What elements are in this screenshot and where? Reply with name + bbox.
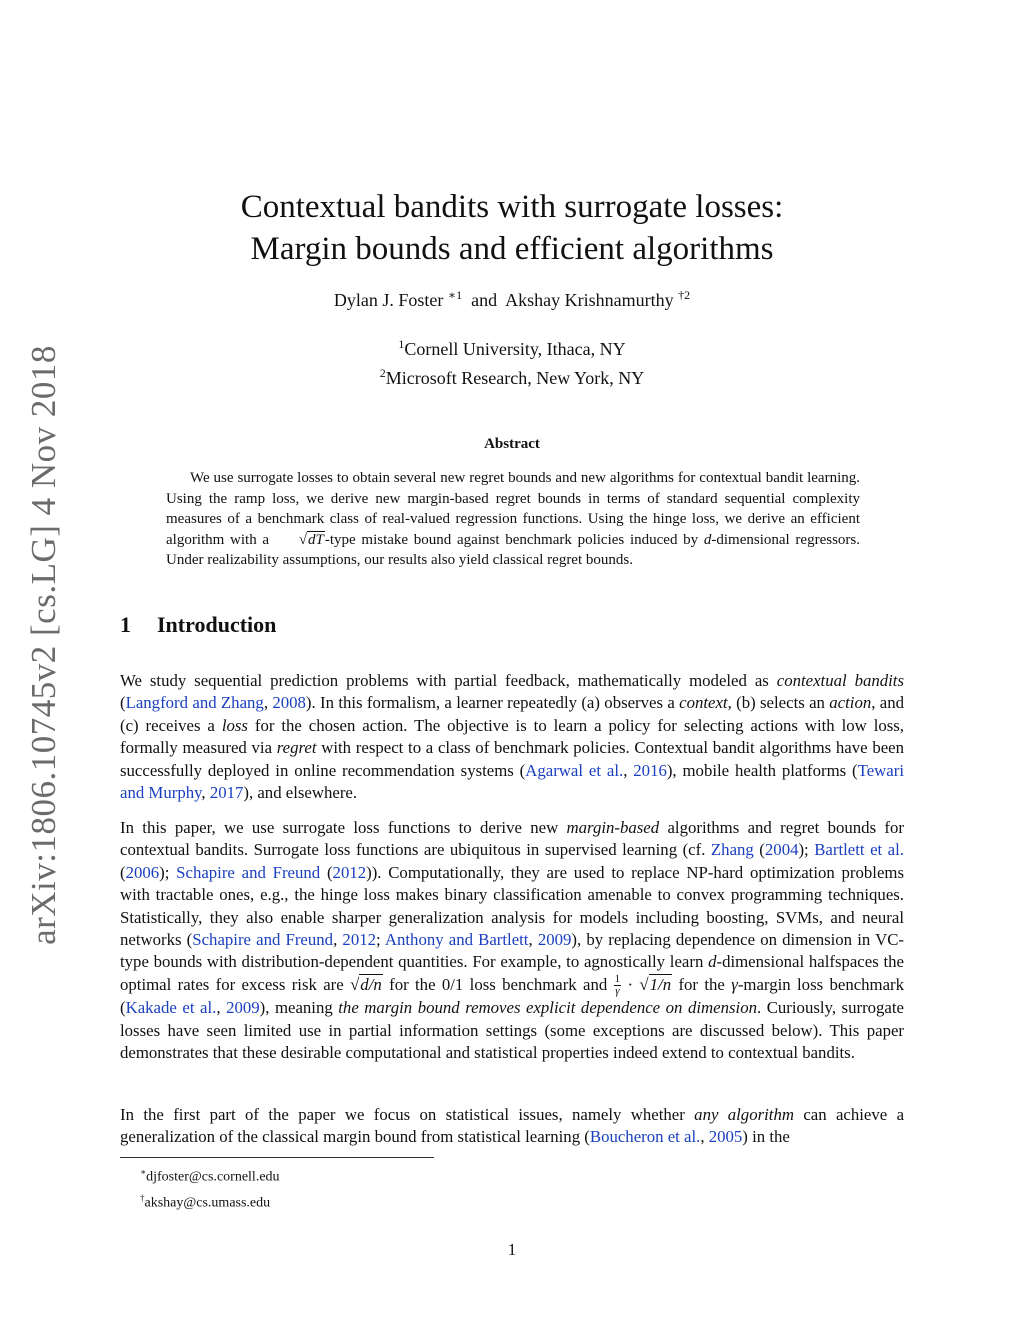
author-list — [0, 288, 1024, 311]
paragraph-text: for the — [382, 974, 442, 994]
sqrt-symbol: √ — [350, 974, 360, 994]
paragraph-text: ), meaning — [259, 998, 339, 1018]
arxiv-identifier-stamp: arXiv:1806.10745v2 [cs.LG] 4 Nov 2018 — [24, 345, 63, 945]
intro-paragraph-1 — [120, 670, 904, 804]
affiliations — [0, 332, 1024, 390]
affiliation-1-text: Cornell University, Ithaca, NY — [404, 339, 626, 359]
author-2-mark: †2 — [678, 288, 691, 302]
affiliation-2 — [0, 361, 1024, 390]
citation-link[interactable]: Tewari and Murphy — [120, 760, 904, 803]
paragraph-text: ), by replacing dependence on dimension in VC-type bounds with distribution-dependent quantities. For example, to agnostically learn — [120, 930, 905, 972]
footnote-1-mark: ∗ — [140, 1167, 147, 1177]
citation-year-link[interactable]: 2016 — [633, 760, 667, 780]
paragraph-text: -dimensional halfspaces the optimal rates for excess risk are — [120, 952, 904, 994]
paragraph-text: , — [333, 930, 343, 950]
citation-link[interactable]: Schapire and Freund — [176, 862, 321, 882]
citation-link[interactable]: Zhang — [710, 840, 754, 860]
page-number: 1 — [507, 1240, 517, 1259]
paragraph-text: , (b) selects an — [727, 693, 830, 713]
paragraph-text: ; — [375, 930, 385, 950]
citation-link[interactable]: Anthony and Bartlett — [384, 930, 529, 950]
paragraph-text: ( — [120, 862, 126, 882]
paragraph-text: can achieve a generalization of the classical margin bound from statistical learning ( — [120, 1105, 905, 1147]
emph-margin-bound: the margin bound removes explicit dependence on dimension — [338, 998, 757, 1018]
citation-link[interactable]: Kakade et al. — [125, 998, 217, 1018]
paragraph-text: We study sequential prediction problems with partial feedback, mathematically modeled as — [120, 671, 777, 690]
citation-year-link[interactable]: 2009 — [537, 930, 572, 950]
paragraph-text: for the chosen action. The objective is to learn a policy for selecting actions with low loss, formally measured via — [120, 715, 905, 758]
paragraph-text: In the first part of the paper we focus on statistical issues, namely whether — [120, 1105, 695, 1124]
paragraph-text: ( — [320, 862, 333, 882]
title-line-1: Contextual bandits with surrogate losses: — [240, 189, 784, 225]
citation-year-link[interactable]: 2009 — [226, 998, 260, 1018]
paragraph-text: -margin loss benchmark ( — [120, 974, 905, 1018]
paragraph-text: ); — [159, 862, 177, 882]
paragraph-text: . Curiously, surrogate losses have seen limited use in partial information settings (some exceptions are discussed below). This paper demonstrates that these desirable computational and statistical properties indeed extend to contextual bandits. — [120, 998, 904, 1063]
affiliation-2-text: Microsoft Research, New York, NY — [385, 368, 645, 388]
fraction-numerator: 1 — [614, 973, 621, 986]
citation-link[interactable]: Bartlett et al. — [814, 840, 904, 860]
paragraph-text: ( — [120, 693, 126, 713]
footnote-divider — [120, 1157, 434, 1158]
abstract-body — [166, 468, 860, 571]
citation-year-link[interactable]: 2005 — [708, 1127, 743, 1147]
section-heading-introduction — [120, 612, 276, 638]
affiliation-1-mark: 1 — [398, 337, 405, 351]
affiliation-1 — [0, 332, 1024, 361]
paragraph-text: In this paper, we use surrogate loss functions to derive new — [120, 818, 567, 837]
citation-year-link[interactable]: 2012 — [332, 862, 367, 882]
footnote-2-email[interactable]: akshay@cs.umass.edu — [144, 1195, 271, 1211]
math-d: d — [708, 952, 717, 972]
citation-link[interactable]: Boucheron et al. — [589, 1127, 701, 1147]
sqrt-dT — [275, 530, 325, 551]
paragraph-text: , and (c) receives a — [120, 693, 904, 735]
paragraph-text: , — [263, 693, 273, 713]
paragraph-text: ) in the — [742, 1127, 790, 1147]
intro-paragraph-3 — [120, 1104, 904, 1149]
emph-margin-based: margin-based — [566, 818, 660, 837]
citation-year-link[interactable]: 2008 — [272, 693, 306, 713]
paragraph-text: ), mobile health platforms ( — [666, 760, 858, 780]
citation-year-link[interactable]: 2006 — [125, 862, 160, 882]
fraction-denominator: γ — [615, 985, 620, 998]
emph-action: action — [829, 693, 872, 713]
sqrt-one-over-n — [639, 974, 672, 996]
citation-year-link[interactable]: 2004 — [764, 840, 799, 860]
paragraph-text: · — [621, 974, 640, 994]
emph-contextual-bandits: contextual bandits — [776, 671, 904, 690]
citation-link[interactable]: Agarwal et al. — [525, 760, 624, 780]
emph-regret: regret — [276, 738, 317, 758]
footnote-1 — [140, 1162, 280, 1188]
abstract-text-2: -type mistake bound against benchmark policies induced by — [324, 531, 704, 548]
paragraph-text: , — [216, 998, 227, 1018]
citation-year-link[interactable]: 2017 — [209, 783, 244, 803]
emph-any-algorithm: any algorithm — [694, 1105, 794, 1124]
paragraph-text: algorithms and regret bounds for contextual bandits. Surrogate loss functions are ubiquitous in supervised learning (cf. — [120, 818, 904, 860]
paragraph-text: ), and elsewhere. — [243, 783, 358, 803]
fraction-one-over-gamma — [614, 974, 622, 997]
author-1-name: Dylan J. Foster — [333, 290, 444, 310]
sqrt-d-over-n — [350, 974, 383, 996]
citation-link[interactable]: Langford and Zhang — [125, 693, 264, 713]
footnote-2 — [140, 1188, 280, 1214]
emph-context: context — [679, 693, 728, 713]
author-2-name: Akshay Krishnamurthy — [505, 290, 674, 310]
author-conjunction: and — [471, 290, 498, 310]
citation-year-link[interactable]: 2012 — [342, 930, 376, 950]
sqrt-argument: dT — [308, 531, 324, 548]
sqrt-argument: 1/n — [649, 974, 672, 994]
paragraph-text: , — [528, 930, 538, 950]
abstract-text-1: We use surrogate losses to obtain several new regret bounds and new algorithms for contextual bandit learning. Using the ramp loss, we derive new margin-based regret bounds in terms of standard sequential complexity measures of a benchmark class of real-valued regression functions. Using the hinge loss, we derive an efficient algorithm with a — [166, 470, 860, 548]
title-line-2: Margin bounds and efficient algorithms — [250, 231, 774, 267]
sqrt-argument: d/n — [360, 974, 382, 994]
footnotes — [140, 1162, 280, 1213]
paragraph-text: , — [623, 760, 634, 780]
paper-title — [0, 186, 1024, 270]
footnote-1-email[interactable]: djfoster@cs.cornell.edu — [146, 1169, 280, 1185]
citation-link[interactable]: Schapire and Freund — [192, 930, 334, 950]
footnote-2-mark: † — [140, 1192, 145, 1203]
paragraph-text: ). In this formalism, a learner repeatedly (a) observes a — [305, 693, 680, 713]
sqrt-symbol: √ — [639, 974, 649, 994]
paragraph-text: loss benchmark and — [463, 974, 614, 994]
paragraph-text: ); — [798, 840, 815, 860]
paragraph-text: for the — [672, 974, 732, 994]
paragraph-text: with respect to a class of benchmark policies. Contextual bandit algorithms have been successfully deployed in online recommendation systems ( — [120, 738, 904, 780]
paragraph-text: , — [700, 1127, 709, 1147]
section-number: 1 — [120, 612, 131, 637]
math-gamma: γ — [731, 974, 738, 994]
abstract-heading: Abstract — [484, 436, 540, 452]
math-d: d — [703, 531, 712, 548]
section-title: Introduction — [157, 612, 277, 637]
author-1-mark: ∗1 — [447, 288, 463, 302]
paragraph-text: , — [201, 783, 210, 803]
sqrt-symbol: √ — [298, 531, 308, 548]
paragraph-text: ( — [753, 840, 765, 860]
affiliation-2-mark: 2 — [379, 366, 386, 380]
emph-loss: loss — [221, 715, 248, 735]
intro-paragraph-2 — [120, 817, 904, 1065]
math-zero-one: 0/1 — [441, 974, 464, 994]
paragraph-text: )). Computationally, they are used to replace NP-hard optimization problems with tractable ones, e.g., the hinge loss makes binary classification amenable to convex programming techniques. Statistically, they also enable sharper generalization analysis for models including boosting, SVMs, and neural networks ( — [120, 862, 904, 950]
abstract-text-3: -dimensional regressors. Under realizability assumptions, our results also yield classical regret bounds. — [166, 531, 860, 568]
